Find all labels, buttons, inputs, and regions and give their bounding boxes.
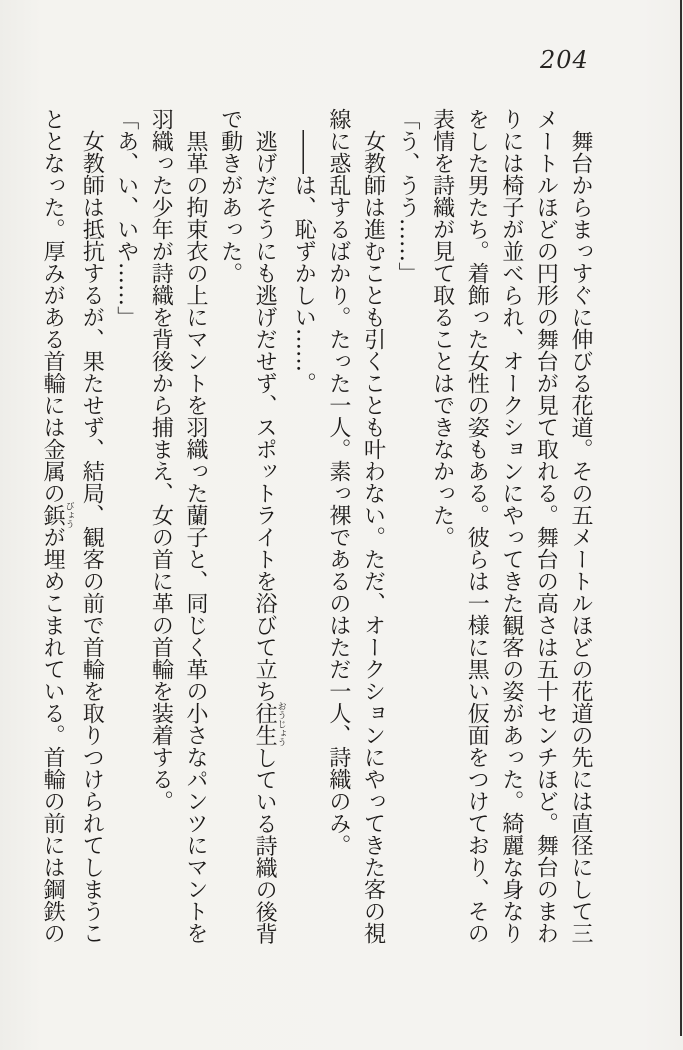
text-line: 黒革の拘束衣の上にマントを羽織った蘭子と、同じく革の小さなパンツにマントを <box>182 108 208 944</box>
text-line: 舞台からまっすぐに伸びる花道。その五メートルほどの花道の先には直径にして三 <box>568 108 593 944</box>
text-line: メートルほどの円形の舞台が見て取れる。舞台の高さは五十センチほど。舞台のまわ <box>533 108 559 944</box>
ruby-annotated-word: 往生おうじょう <box>252 701 286 747</box>
text-line: ととなった。厚みがある首輪には金属の鋲びょうが埋めこまれている。首輪の前には鋼鉄の <box>40 108 74 944</box>
text-line: 女教師は抵抗するが、果たせず、結局、観客の前で首輪を取りつけられてしまうこ <box>79 108 105 944</box>
text-line: 羽織った少年が詩織を背後から捕まえ、女の首に革の首輪を装着する。 <box>148 108 174 812</box>
furigana: おうじょう <box>275 701 286 747</box>
text-block <box>35 108 598 960</box>
text-line: 「う、うう……」 <box>395 108 421 284</box>
text-line: りには椅子が並べられ、オークションにやってきた観客の姿があった。綺麗な身なり <box>498 108 524 944</box>
page-number: 204 <box>540 46 589 74</box>
text-line: をした男たち。着飾った女性の姿もある。彼らは一様に黒い仮面をつけており、その <box>464 108 490 944</box>
text-line: 女教師は進むことも引くことも叶わない。ただ、オークションにやってきた客の視 <box>360 108 386 944</box>
text-line: 逃げだそうにも逃げだせず、スポットライトを浴びて立ち往生おうじょうしている詩織の後背 <box>252 108 286 945</box>
furigana: びょう <box>63 501 74 529</box>
text-line: ――は、恥ずかしい……。 <box>291 108 317 394</box>
text-line: 表情を詩織が見て取ることはできなかった。 <box>429 108 455 548</box>
text-line: 「あ、い、いや……」 <box>113 108 139 328</box>
text-line: 線に惑乱するばかり。たった一人。素っ裸であるのはただ一人、詩織のみ。 <box>325 108 351 856</box>
ruby-annotated-word: 鋲びょう <box>40 501 74 529</box>
page-edge-line <box>680 0 682 1036</box>
text-line: で動きがあった。 <box>217 108 243 284</box>
